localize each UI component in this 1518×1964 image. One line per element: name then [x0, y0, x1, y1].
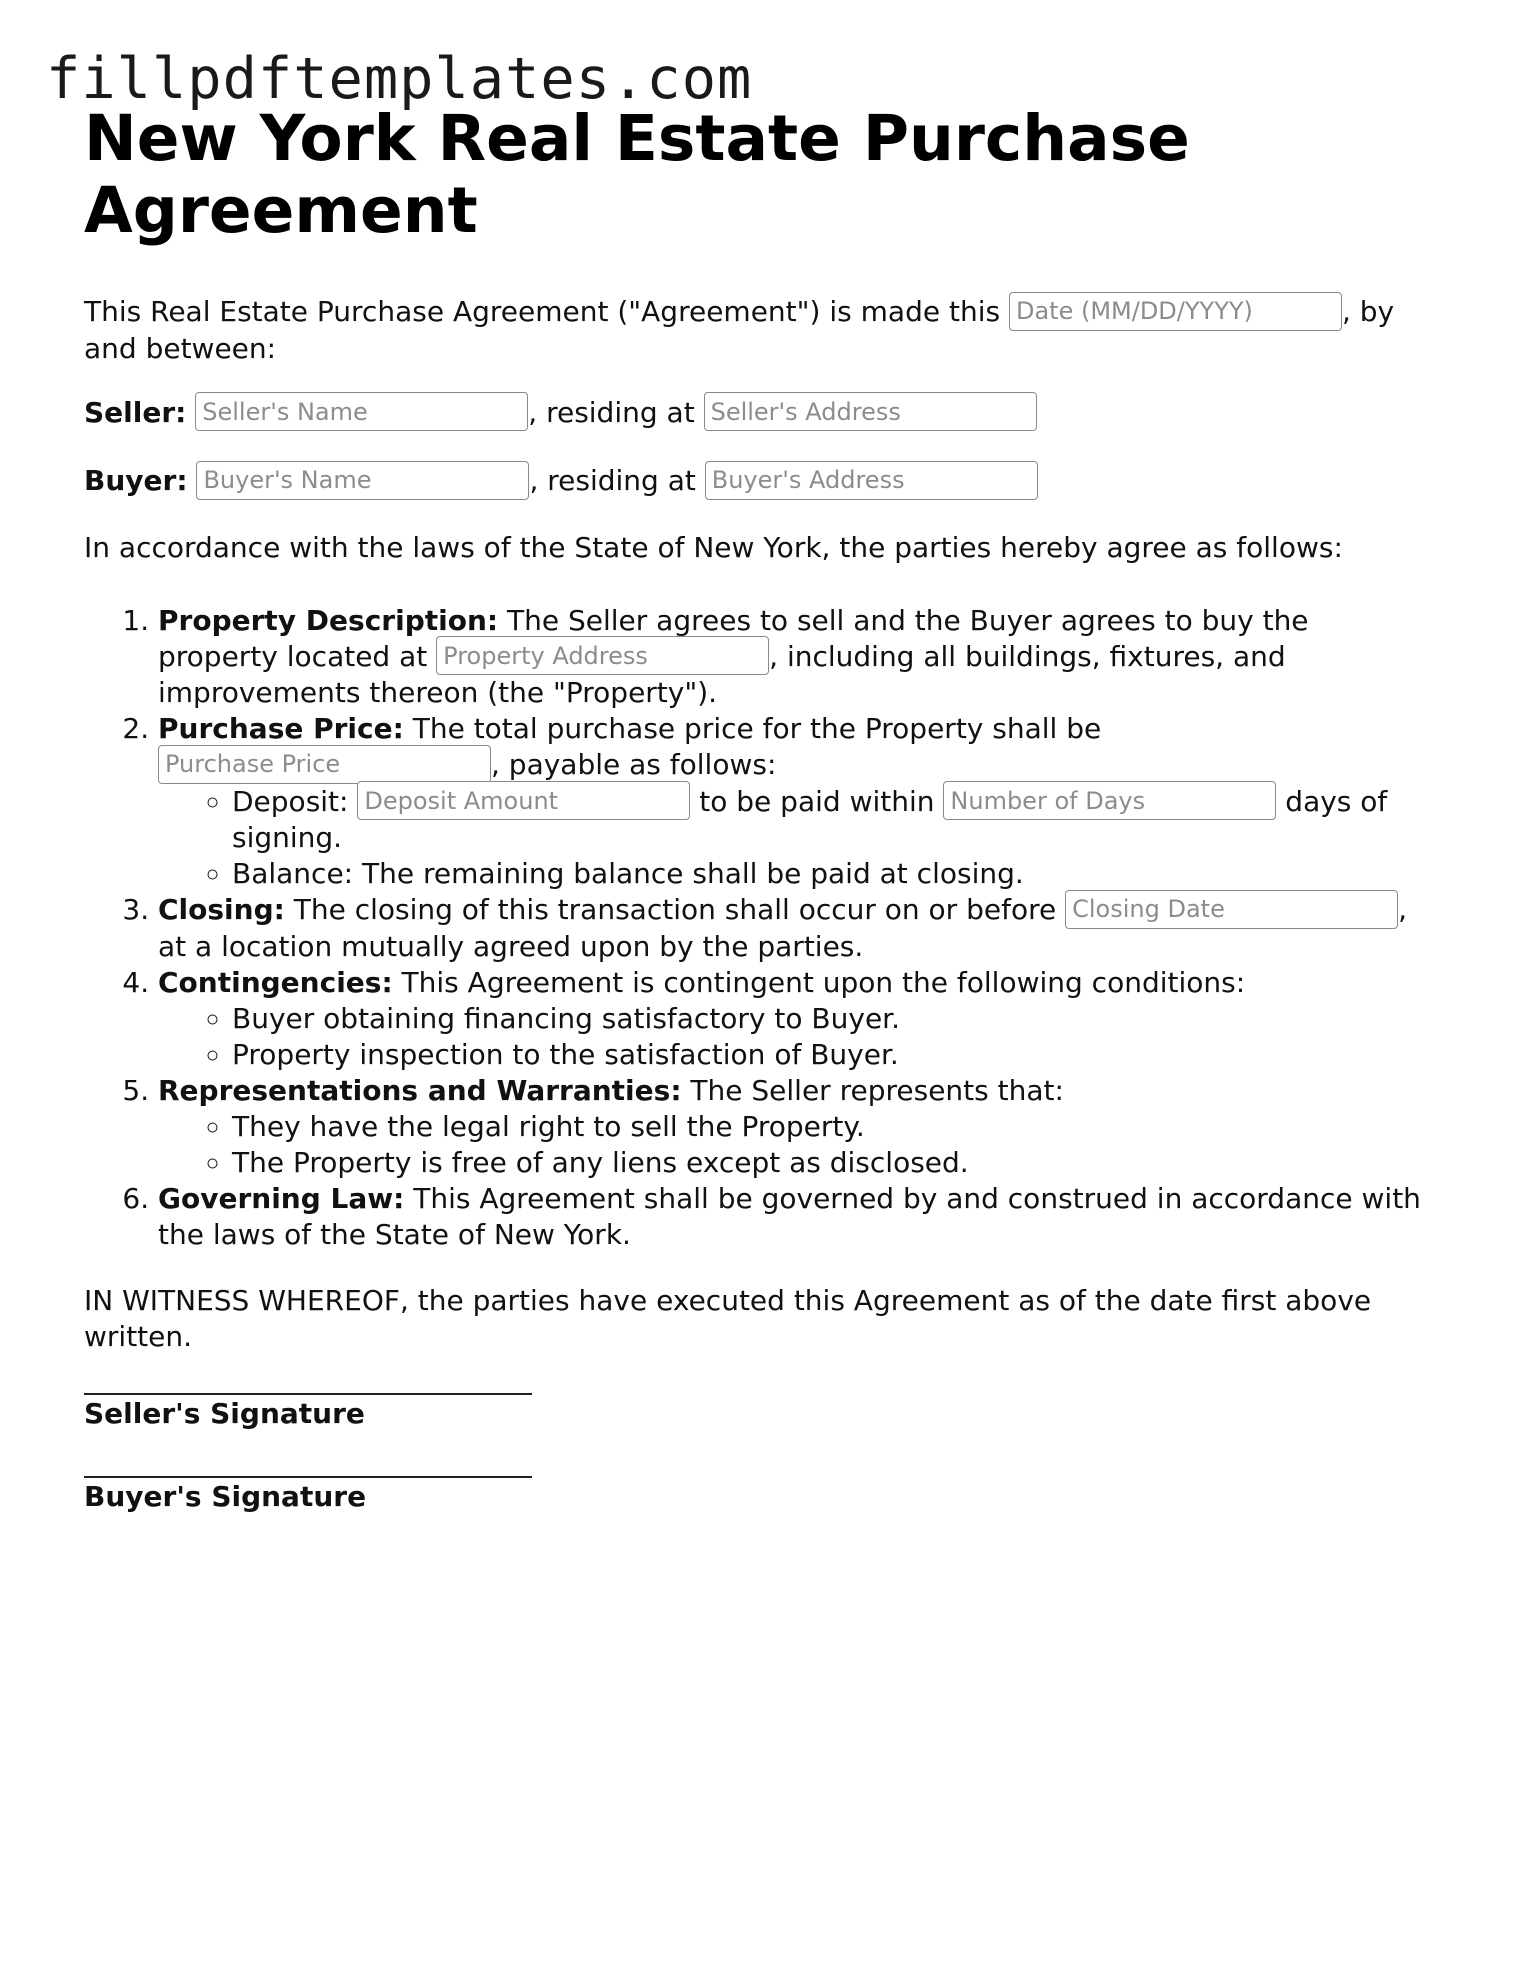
- term-text: This Agreement shall be governed by and construed in accordance with the laws of the State of New York.: [158, 1181, 1421, 1251]
- buyer-line: [84, 463, 1424, 500]
- buyer-signature-block: [84, 1476, 1424, 1515]
- agreement-date-input[interactable]: [1009, 292, 1342, 331]
- term-text: The closing of this transaction shall occur on or before: [284, 893, 1066, 926]
- list-item: ◦ They have the legal right to sell the Property.: [232, 1109, 1424, 1145]
- term-contingencies: [158, 965, 1424, 1073]
- deposit-text: to be paid within: [690, 784, 944, 818]
- term-representations: [158, 1073, 1424, 1181]
- buyer-name-input[interactable]: [196, 461, 529, 500]
- term-text: , at a location mutually agreed upon by the parties.: [158, 893, 1408, 963]
- term-heading: Closing:: [158, 893, 285, 926]
- buyer-signature-line[interactable]: [84, 1476, 532, 1478]
- term-heading: Purchase Price:: [158, 712, 404, 745]
- buyer-signature-label: Buyer's Signature: [84, 1479, 367, 1513]
- watermark: fillpdftemplates.com: [46, 46, 753, 112]
- term-closing: [158, 892, 1424, 965]
- term-heading: Governing Law:: [158, 1181, 405, 1215]
- deposit-item: [232, 784, 1424, 857]
- term-text: The Seller agrees to sell and the Buyer agrees to buy the property located at: [158, 603, 1309, 673]
- deposit-amount-input[interactable]: [357, 781, 690, 820]
- term-property: [158, 603, 1424, 712]
- document-body: [84, 103, 1424, 1515]
- seller-label: Seller:: [84, 395, 187, 429]
- closing-date-input[interactable]: [1065, 890, 1398, 929]
- seller-signature-line[interactable]: [84, 1393, 532, 1395]
- term-text: This Agreement is contingent upon the following conditions:: [392, 965, 1246, 999]
- seller-line: [84, 395, 1424, 432]
- seller-name-input[interactable]: [195, 392, 528, 431]
- number-of-days-input[interactable]: [943, 781, 1276, 820]
- payment-list: [158, 784, 1424, 893]
- balance-item: ◦ Balance: The remaining balance shall be paid at closing.: [232, 856, 1424, 892]
- intro-paragraph: [84, 294, 1424, 367]
- representation-list: [158, 1109, 1424, 1181]
- term-heading: Contingencies:: [158, 965, 393, 999]
- seller-address-input[interactable]: [704, 392, 1037, 431]
- property-address-input[interactable]: [436, 636, 769, 675]
- intro-text-after: , by and between:: [84, 295, 1395, 365]
- list-item: ◦ Property inspection to the satisfaction of Buyer.: [232, 1037, 1424, 1073]
- buyer-address-input[interactable]: [705, 461, 1038, 500]
- term-text: , payable as follows:: [491, 748, 777, 781]
- buyer-label: Buyer:: [84, 464, 188, 497]
- accordance-paragraph: In accordance with the laws of the State of New York, the parties hereby agree as follows:: [84, 530, 1343, 564]
- buyer-residing-text: , residing at: [529, 464, 705, 497]
- terms-list: [84, 603, 1424, 1253]
- deposit-text: days of signing.: [232, 784, 1388, 854]
- term-text: , including all buildings, fixtures, and improvements thereon (the "Property").: [158, 639, 1286, 709]
- seller-signature-block: [84, 1393, 1424, 1432]
- deposit-label: Deposit:: [232, 784, 358, 818]
- list-item: ◦ Buyer obtaining financing satisfactory to Buyer.: [232, 1001, 1424, 1037]
- term-purchase-price: [158, 711, 1424, 892]
- term-heading: Representations and Warranties:: [158, 1073, 682, 1107]
- term-text: The total purchase price for the Property shall be: [403, 712, 1102, 745]
- term-heading: Property Description:: [158, 603, 499, 637]
- seller-signature-label: Seller's Signature: [84, 1396, 365, 1430]
- contingency-list: [158, 1001, 1424, 1073]
- purchase-price-input[interactable]: [158, 745, 491, 784]
- seller-residing-text: , residing at: [528, 395, 704, 429]
- term-governing-law: [158, 1181, 1424, 1253]
- term-text: The Seller represents that:: [681, 1073, 1064, 1107]
- page-title: New York Real Estate Purchase Agreement: [84, 102, 1190, 247]
- witness-paragraph: IN WITNESS WHEREOF, the parties have executed this Agreement as of the date first above written.: [84, 1283, 1372, 1353]
- intro-text: This Real Estate Purchase Agreement ("Agreement") is made this: [84, 295, 1009, 328]
- list-item: ◦ The Property is free of any liens except as disclosed.: [232, 1145, 1424, 1181]
